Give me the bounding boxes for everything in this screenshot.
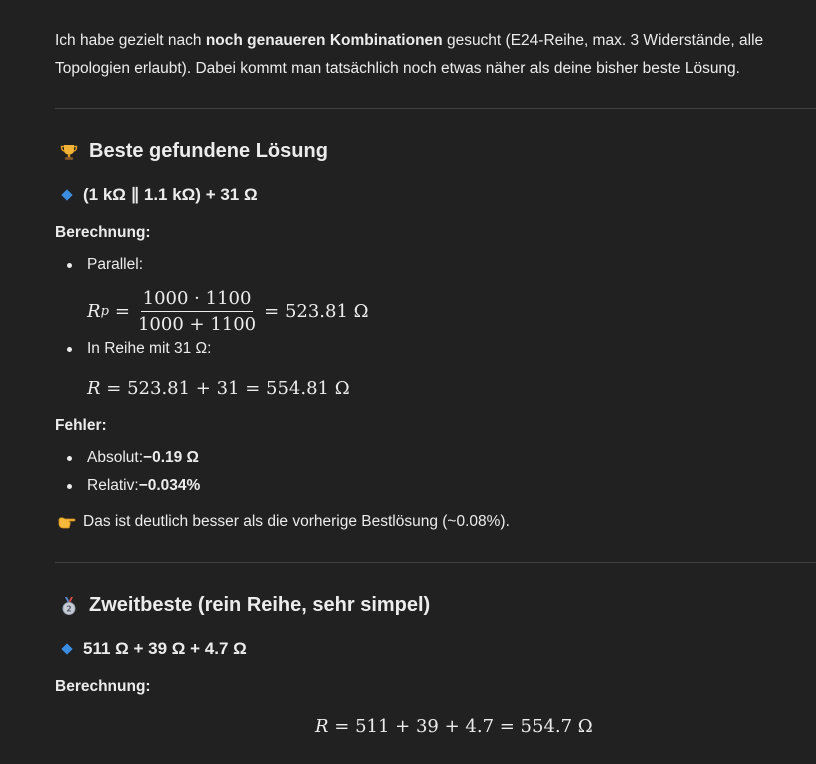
section-heading-best — [59, 140, 328, 163]
absolut-value: −0.19 Ω — [143, 449, 199, 466]
math-rhs: = 523.81 + 31 = 554.81 Ω — [100, 378, 350, 399]
note-text: Das ist deutlich besser als die vorherige Bestlösung (~0.08%). — [83, 513, 510, 530]
math-parallel-formula — [87, 288, 369, 335]
math-subscript: p — [100, 304, 109, 319]
diamond-icon — [61, 643, 72, 654]
math-series-formula — [87, 378, 350, 399]
bullet-reihe — [67, 340, 211, 358]
math-rhs: = 511 + 39 + 4.7 = 554.7 Ω — [328, 716, 593, 737]
bullet-dot — [67, 347, 72, 352]
intro-paragraph — [55, 27, 785, 83]
relativ-label: Relativ: — [87, 477, 139, 494]
math-var: R — [315, 716, 329, 737]
trophy-icon — [59, 142, 79, 162]
math-var: R — [87, 378, 101, 399]
subheading-text: 511 Ω + 39 Ω + 4.7 Ω — [83, 639, 247, 658]
berechnung-label: Berechnung: — [55, 678, 151, 695]
intro-text-1: Ich habe gezielt nach — [55, 32, 206, 49]
bullet-dot — [67, 456, 72, 461]
subheading-second-combination — [61, 639, 247, 659]
note-line — [57, 512, 510, 532]
divider — [55, 562, 816, 563]
second-place-medal-icon — [59, 596, 79, 616]
section-title: Beste gefundene Lösung — [89, 140, 328, 162]
bullet-relativ — [67, 477, 200, 495]
section-heading-second — [59, 594, 430, 617]
math-result: = 523.81 Ω — [264, 301, 369, 322]
math-equals: = — [114, 301, 130, 322]
fehler-label: Fehler: — [55, 417, 107, 434]
absolut-label: Absolut: — [87, 449, 144, 466]
bullet-absolut — [67, 449, 199, 467]
pointing-hand-icon — [57, 512, 77, 532]
intro-text-2: gesucht (E24-Reihe, max. 3 Widerstände, alle Topologien erlaubt). Dabei kommt man tatsächlich noch etwas näher als deine bisher beste Lösung. — [55, 32, 764, 77]
berechnung-label: Berechnung: — [55, 224, 151, 241]
math-series-sum-formula — [315, 716, 593, 737]
subheading-best-combination — [61, 185, 258, 205]
diamond-icon — [61, 189, 72, 200]
svg-text:2: 2 — [66, 603, 72, 613]
bullet-dot — [67, 263, 72, 268]
bullet-dot — [67, 484, 72, 489]
math-fraction — [136, 288, 258, 335]
fraction-denominator: 1000 + 1100 — [137, 314, 257, 335]
bullet-text: In Reihe mit 31 Ω: — [87, 340, 212, 357]
relativ-value: −0.034% — [138, 477, 201, 494]
section-title: Zweitbeste (rein Reihe, sehr simpel) — [89, 594, 431, 616]
bullet-parallel — [67, 256, 143, 274]
bullet-text: Parallel: — [87, 256, 143, 273]
fraction-numerator: 1000 · 1100 — [141, 288, 254, 312]
intro-bold: noch genaueren Kombinationen — [205, 32, 443, 49]
subheading-text: (1 kΩ ∥ 1.1 kΩ) + 31 Ω — [83, 185, 258, 204]
math-var: R — [87, 301, 101, 322]
divider — [55, 108, 816, 109]
